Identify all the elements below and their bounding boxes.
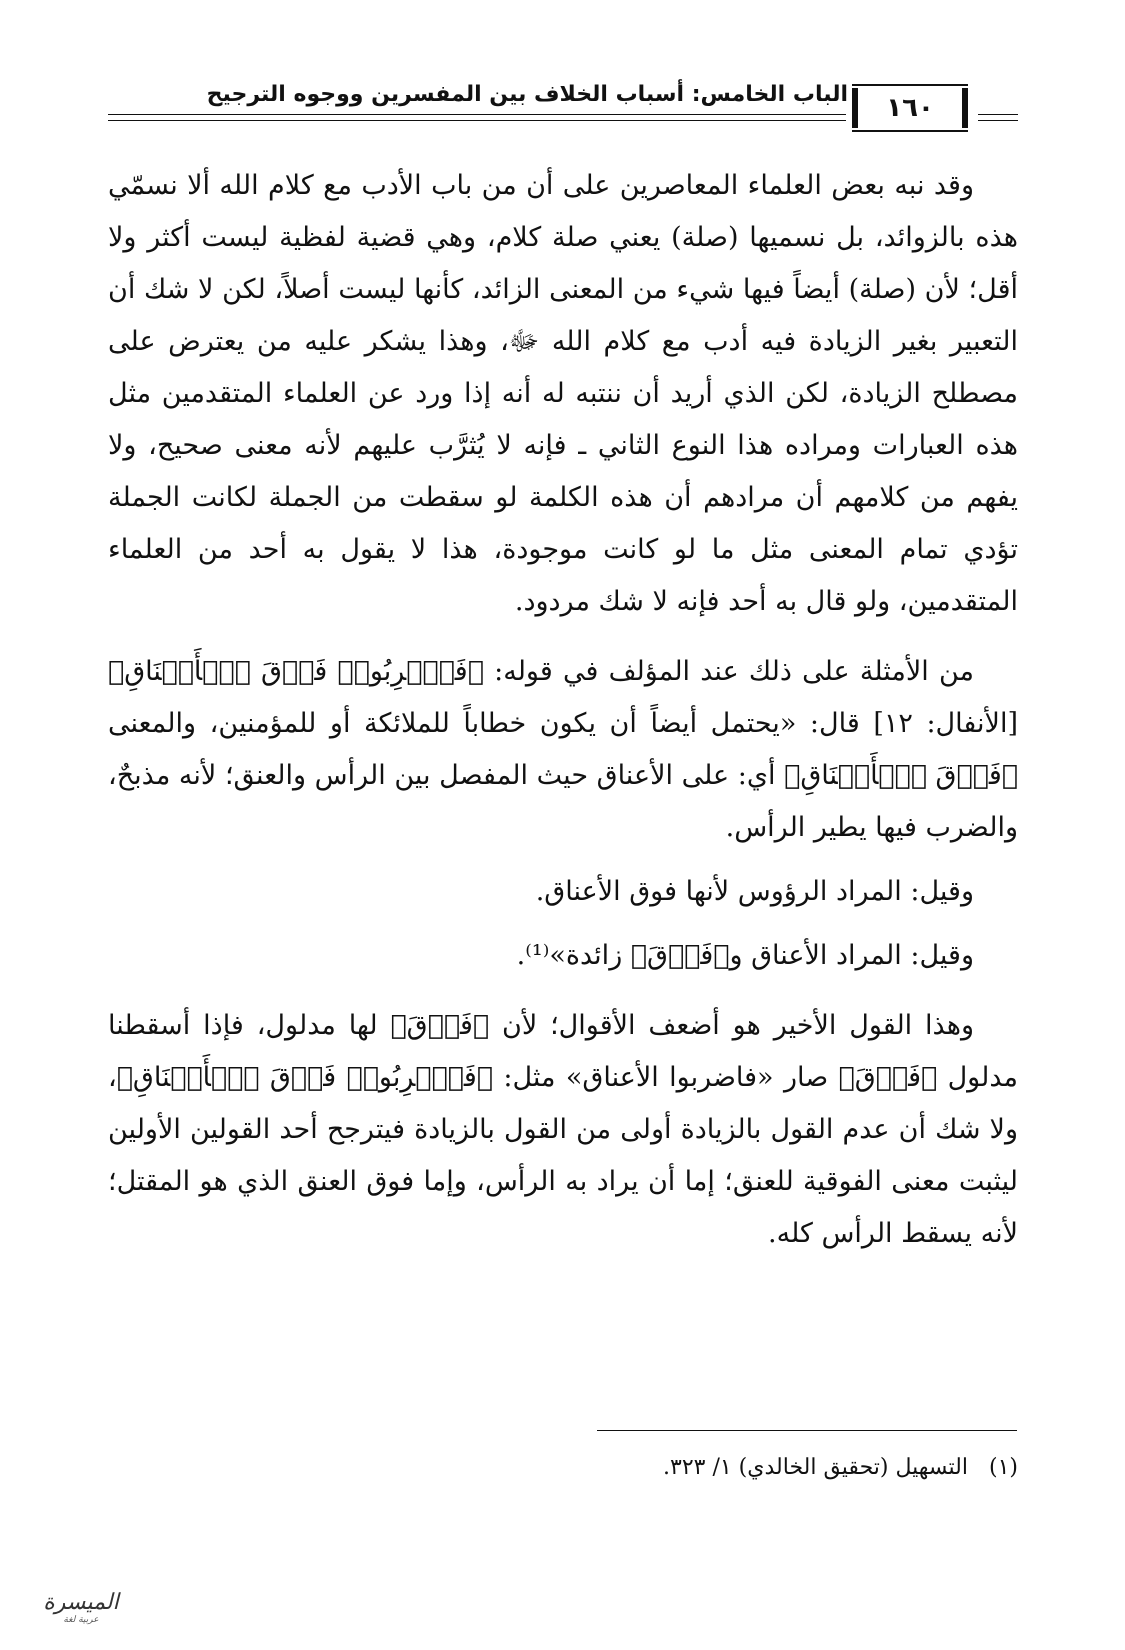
footnote-number: (١) (988, 1455, 1018, 1480)
publisher-logo-sub: عربية لغة (63, 1615, 99, 1625)
header-rule (108, 120, 846, 121)
paragraph: وقيل: المراد الأعناق و﴿فَوۡقَ﴾ زائدة»⁽¹⁾. (516, 940, 974, 971)
publisher-logo (40, 1590, 122, 1630)
header-rule-tail (978, 114, 1018, 115)
page-number: ١٦٠ (852, 88, 968, 128)
running-header (108, 74, 1018, 123)
header-rule-tail (978, 120, 1018, 121)
footnote (108, 1450, 1018, 1486)
paragraph: وقد نبه بعض العلماء المعاصرين على أن من باب الأدب مع كلام الله ألا نسمّي هذه بالزوائد، بل نسميها (صلة) يعني صلة كلام، وهي قضية لفظية ليست أكثر ولا أقل؛ لأن (صلة) أيضاً فيها شيء من المعنى الزائد، كأنها ليست أصلاً، لكن لا شك أن التعبير بغير الزيادة فيه أدب مع كلام الله ﷻ، وهذا يشكر عليه من يعترض على مصطلح الزيادة، لكن الذي أريد أن ننتبه له أنه إذا ورد عن العلماء المتقدمين مثل هذه العبارات ومراده هذا النوع الثاني ـ فإنه لا يُثرَّب عليهم لأنه معنى صحيح، ولا يفهم من كلامهم أن مرادهم أن هذه الكلمة لو سقطت من الجملة لكانت الجملة تؤدي تمام المعنى مثل ما لو كانت موجودة، هذا لا يقول به أحد من العلماء المتقدمين، ولو قال به أحد فإنه لا شك مردود. (108, 170, 1018, 617)
paragraph: من الأمثلة على ذلك عند المؤلف في قوله: ﴿فَٱضۡرِبُوا۟ فَوۡقَ ٱلۡأَعۡنَاقِ﴾ [الأنفال: ١٢] قال: «يحتمل أيضاً أن يكون خطاباً للملائكة أو للمؤمنين، والمعنى ﴿فَوۡقَ ٱلۡأَعۡنَاقِ﴾ أي: على الأعناق حيث المفصل بين الرأس والعنق؛ لأنه مذبحٌ، والضرب فيها يطير الرأس. (108, 656, 1018, 843)
footnote-separator (597, 1430, 1017, 1431)
paragraph: وقيل: المراد الرؤوس لأنها فوق الأعناق. (535, 876, 974, 907)
body-text (108, 160, 1018, 1260)
paragraph: وهذا القول الأخير هو أضعف الأقوال؛ لأن ﴿فَوۡقَ﴾ لها مدلول، فإذا أسقطنا مدلول ﴿فَوۡقَ﴾ صار «فاضربوا الأعناق» مثل: ﴿فَٱضۡرِبُوا۟ فَوۡقَ ٱلۡأَعۡنَاقِ﴾، ولا شك أن عدم القول بالزيادة أولى من القول بالزيادة فيترجح أحد القولين الأولين ليثبت معنى الفوقية للعنق؛ إما أن يراد به الرأس، وإما فوق العنق الذي هو المقتل؛ لأنه يسقط الرأس كله. (108, 1010, 1018, 1249)
footnote-text: التسهيل (تحقيق الخالدي) ١/ ٣٢٣. (663, 1455, 968, 1480)
header-rule (108, 114, 846, 115)
publisher-logo-main: الميسرة (43, 1590, 119, 1615)
chapter-title: الباب الخامس: أسباب الخلاف بين المفسرين ووجوه الترجيح (206, 82, 848, 107)
